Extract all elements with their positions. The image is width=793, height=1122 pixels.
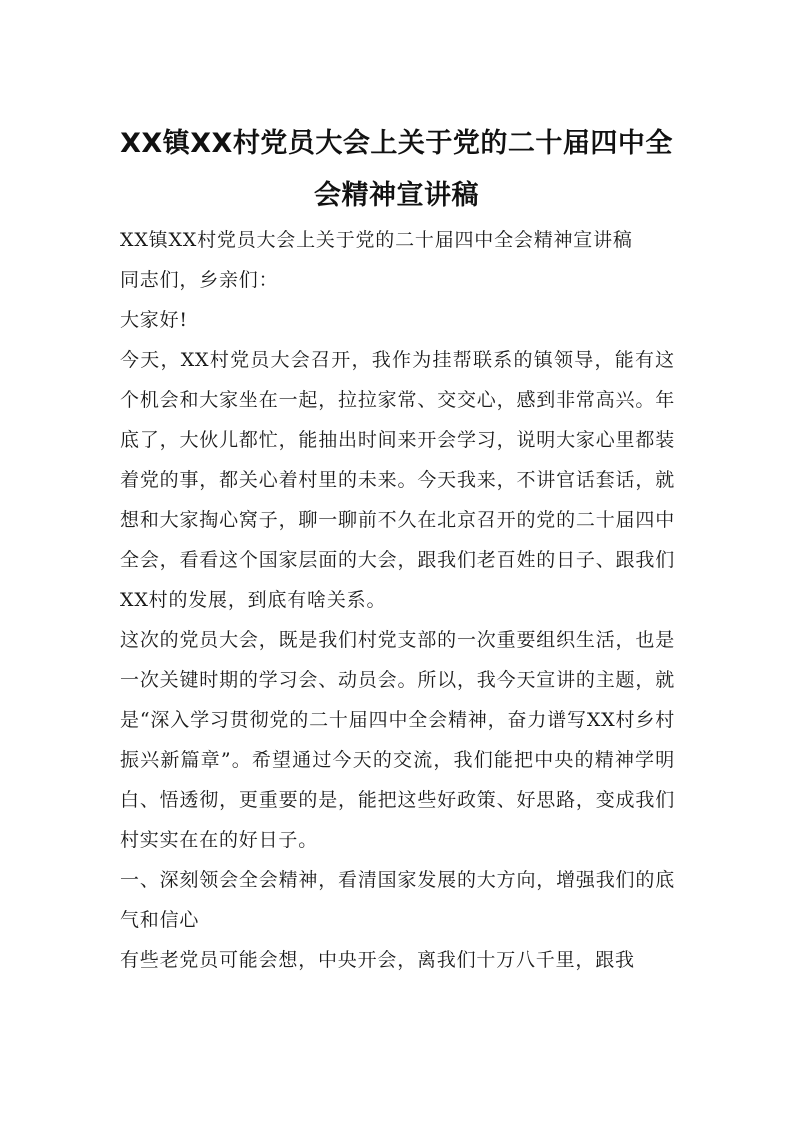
paragraph-section-one: 有些老党员可能会想，中央开会，离我们十万八千里，跟我 xyxy=(120,949,635,971)
document-body xyxy=(120,220,675,980)
section-heading-one: 一、深刻领会全会精神，看清国家发展的大方向，增强我们的底气和信心 xyxy=(120,869,675,931)
paragraph-intro: 今天，XX村党员大会召开，我作为挂帮联系的镇领导，能有这个机会和大家坐在一起，拉拉家常、交交心，感到非常高兴。年底了，大伙儿都忙，能抽出时间来开会学习，说明大家心里都装着党的事，都关心着村里的未来。今天我来，不讲官话套话，就想和大家掏心窝子，聊一聊前不久在北京召开的党的二十届四中全会，看看这个国家层面的大会，跟我们老百姓的日子、跟我们XX村的发展，到底有啥关系。 xyxy=(120,349,675,611)
paragraph-theme: 这次的党员大会，既是我们村党支部的一次重要组织生活，也是一次关键时期的学习会、动员会。所以，我今天宣讲的主题，就是“深入学习贯彻党的二十届四中全会精神，奋力谱写XX村乡村振兴新篇章”。希望通过今天的交流，我们能把中央的精神学明白、悟透彻，更重要的是，能把这些好政策、好思路，变成我们村实实在在的好日子。 xyxy=(120,629,675,851)
paragraph-greeting: 同志们，乡亲们： xyxy=(120,269,279,291)
paragraph-hello: 大家好! xyxy=(120,309,188,331)
document-title: XX镇XX村党员大会上关于党的二十届四中全会精神宣讲稿 xyxy=(120,128,673,211)
paragraph-subtitle: XX镇XX村党员大会上关于党的二十届四中全会精神宣讲稿 xyxy=(120,229,633,251)
